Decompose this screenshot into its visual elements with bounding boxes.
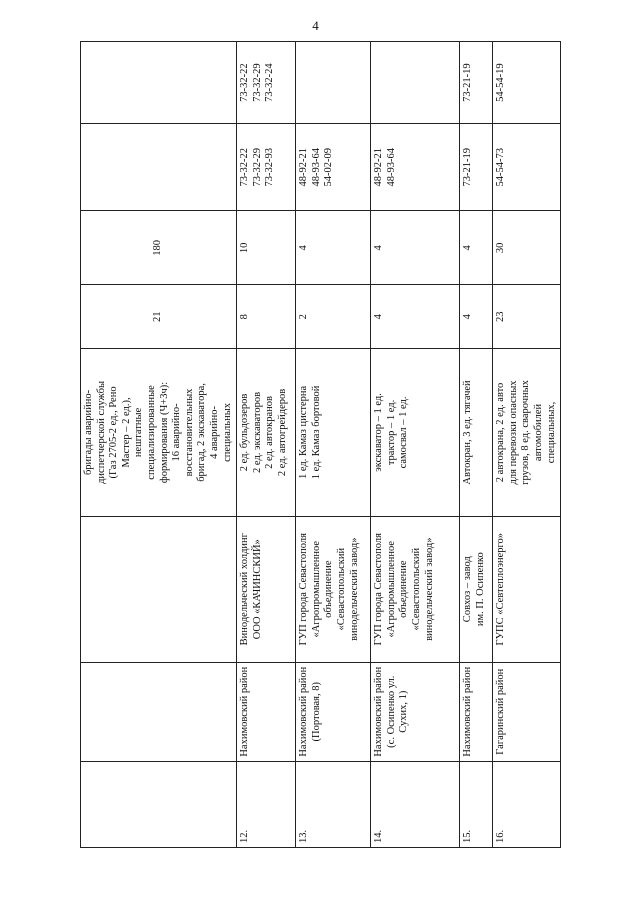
organization-cell: ГУП города Севастополя «Агропромышленное объединение «Севастопольский винодельческий завод» xyxy=(371,516,460,662)
district-cell: Гагаринский район xyxy=(493,662,561,761)
district-cell: Нахимовский район xyxy=(460,662,493,761)
phone-cell xyxy=(81,42,237,124)
row-number-cell: 14. xyxy=(371,761,460,847)
units-count-cell: 4 xyxy=(371,285,460,349)
people-count-cell: 4 xyxy=(460,211,493,285)
table-row xyxy=(81,42,237,848)
people-count-cell: 180 xyxy=(81,211,237,285)
units-count-cell: 4 xyxy=(460,285,493,349)
phone-cell: 73-21-19 xyxy=(460,124,493,211)
phone-cell: 73-32-22 73-32-29 73-32-24 xyxy=(237,42,296,124)
table-row xyxy=(493,42,561,848)
organization-cell: ГУП города Севастополя «Агропромышленное объединение «Севастопольский винодельческий завод» xyxy=(296,516,371,662)
organization-cell: ГУПС «Севтеплоэнерго» xyxy=(493,516,561,662)
table-row xyxy=(296,42,371,848)
equipment-cell: экскаватор – 1 ед. трактор – 1 ед. самосвал – 1 ед. xyxy=(371,349,460,517)
organization-cell xyxy=(81,516,237,662)
phone-cell: 54-54-19 xyxy=(493,42,561,124)
phone-cell: 54-54-73 xyxy=(493,124,561,211)
table-row xyxy=(460,42,493,848)
district-cell: Нахимовский район (Портовая, 8) xyxy=(296,662,371,761)
equipment-table xyxy=(80,41,561,848)
people-count-cell: 4 xyxy=(371,211,460,285)
district-cell xyxy=(81,662,237,761)
row-number-cell xyxy=(81,761,237,847)
units-count-cell: 21 xyxy=(81,285,237,349)
equipment-cell: бригады аварийно- диспетчерской службы (Газ 2705-2 ед., Рено Мастер – 2 ед.), нештатные специализированные формирования (Ч+3ч): 16 аварийно- восстановительных бригад, 2 экскаватора, 4 аварийно- специальных xyxy=(81,349,237,517)
row-number-cell: 13. xyxy=(296,761,371,847)
units-count-cell: 23 xyxy=(493,285,561,349)
row-number-cell: 15. xyxy=(460,761,493,847)
row-number-cell: 16. xyxy=(493,761,561,847)
equipment-cell: 1 ед. Камаз цистерна 1 ед. Камаз бортовой xyxy=(296,349,371,517)
page-number: 4 xyxy=(312,18,319,33)
organization-cell: Совхоз – завод им. П. Осипенко xyxy=(460,516,493,662)
units-count-cell: 8 xyxy=(237,285,296,349)
phone-cell xyxy=(371,42,460,124)
table-row xyxy=(371,42,460,848)
phone-cell: 48-92-21 48-93-64 xyxy=(371,124,460,211)
people-count-cell: 10 xyxy=(237,211,296,285)
row-number-cell: 12. xyxy=(237,761,296,847)
organization-cell: Винодельческий холдинг ООО «КАЧИНСКИЙ» xyxy=(237,516,296,662)
district-cell: Нахимовский район (с. Осипенко ул. Сухих, 1) xyxy=(371,662,460,761)
rotated-table-wrapper xyxy=(80,41,612,848)
people-count-cell: 30 xyxy=(493,211,561,285)
equipment-cell: 2 автокрана, 2 ед. авто для перевозки опасных грузов, 8 ед. сварочных автомобилей специальных, xyxy=(493,349,561,517)
equipment-cell: 2 ед. бульдозеров 2 ед. экскаваторов 2 ед. автокранов 2 ед. автогрейдеров xyxy=(237,349,296,517)
phone-cell: 73-21-19 xyxy=(460,42,493,124)
units-count-cell: 2 xyxy=(296,285,371,349)
people-count-cell: 4 xyxy=(296,211,371,285)
equipment-cell: Автокран, 3 ед. тягачей xyxy=(460,349,493,517)
table-row xyxy=(237,42,296,848)
phone-cell: 48-92-21 48-93-64 54-02-09 xyxy=(296,124,371,211)
phone-cell xyxy=(81,124,237,211)
phone-cell: 73-32-22 73-32-29 73-32-93 xyxy=(237,124,296,211)
district-cell: Нахимовский район xyxy=(237,662,296,761)
phone-cell xyxy=(296,42,371,124)
